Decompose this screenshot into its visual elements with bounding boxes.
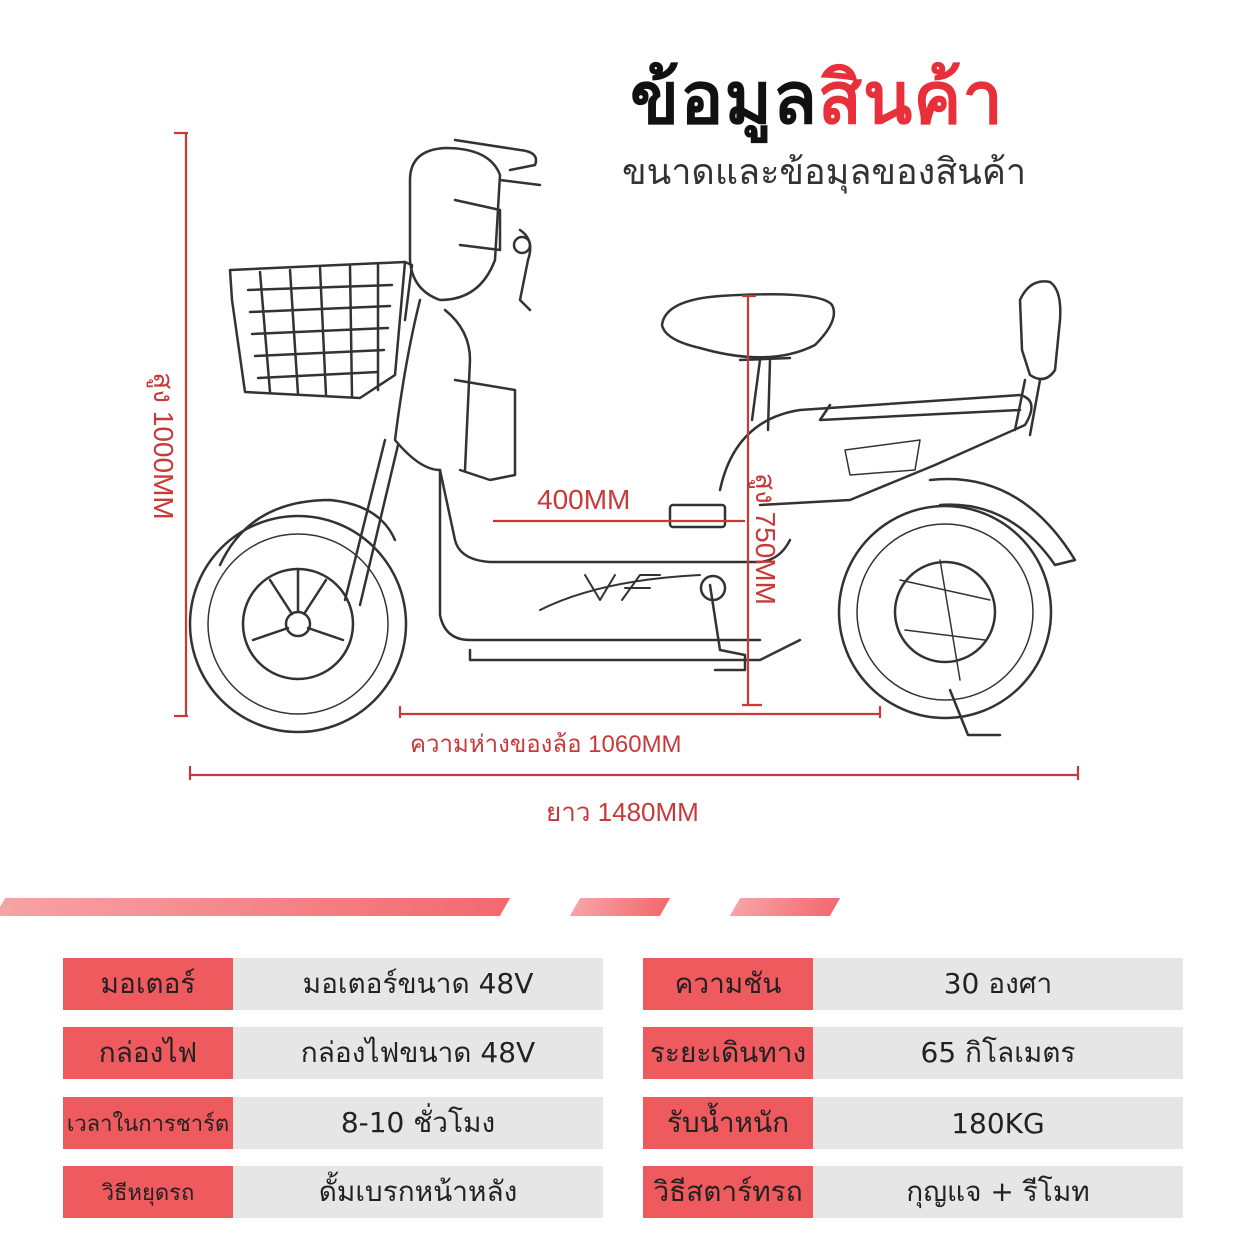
divider-stripe-long	[0, 898, 510, 916]
title-accent: สินค้า	[818, 56, 1004, 140]
wheelbase-label: ความห่างของล้อ 1060MM	[410, 731, 682, 758]
spec-label: วิธีหยุดรถ	[63, 1166, 233, 1218]
rear-wheel	[839, 506, 1051, 718]
spec-label: ระยะเดินทาง	[643, 1027, 813, 1079]
floor-length-label: 400MM	[537, 484, 631, 515]
spec-label: วิธีสตาร์ทรถ	[643, 1166, 813, 1218]
page-subtitle: ขนาดและข้อมุลของสินค้า	[622, 152, 1027, 193]
spec-value: กุญแจ + รีโมท	[813, 1166, 1183, 1218]
spec-row-load	[643, 1097, 1183, 1149]
spec-value: 30 องศา	[813, 958, 1183, 1010]
title-main: ข้อมูล	[630, 56, 819, 140]
spec-label: รับน้ำหนัก	[643, 1097, 813, 1149]
height-label: สูง 1000MM	[148, 372, 179, 520]
spec-value: 180KG	[813, 1097, 1183, 1149]
spec-value: มอเตอร์ขนาด 48V	[233, 958, 603, 1010]
seat-height-label: สูง 750MM	[750, 473, 781, 605]
spec-label: กล่องไฟ	[63, 1027, 233, 1079]
spec-row-slope	[643, 958, 1183, 1010]
length-label: ยาว 1480MM	[546, 797, 699, 827]
spec-row-motor	[63, 958, 603, 1010]
spec-label: ความชัน	[643, 958, 813, 1010]
spec-row-battery	[63, 1027, 603, 1079]
spec-row-brake	[63, 1166, 603, 1218]
spec-label: เวลาในการชาร์ต	[63, 1097, 233, 1149]
spec-row-range	[643, 1027, 1183, 1079]
spec-label: มอเตอร์	[63, 958, 233, 1010]
spec-row-charge-time	[63, 1097, 603, 1149]
spec-value: 8-10 ชั่วโมง	[233, 1097, 603, 1149]
spec-value: กล่องไฟขนาด 48V	[233, 1027, 603, 1079]
backrest	[1020, 281, 1060, 379]
divider-stripe-short-1	[570, 898, 670, 916]
spec-value: 65 กิโลเมตร	[813, 1027, 1183, 1079]
divider-stripe-short-2	[730, 898, 840, 916]
spec-row-start	[643, 1166, 1183, 1218]
spec-value: ดั้มเบรกหน้าหลัง	[233, 1166, 603, 1218]
